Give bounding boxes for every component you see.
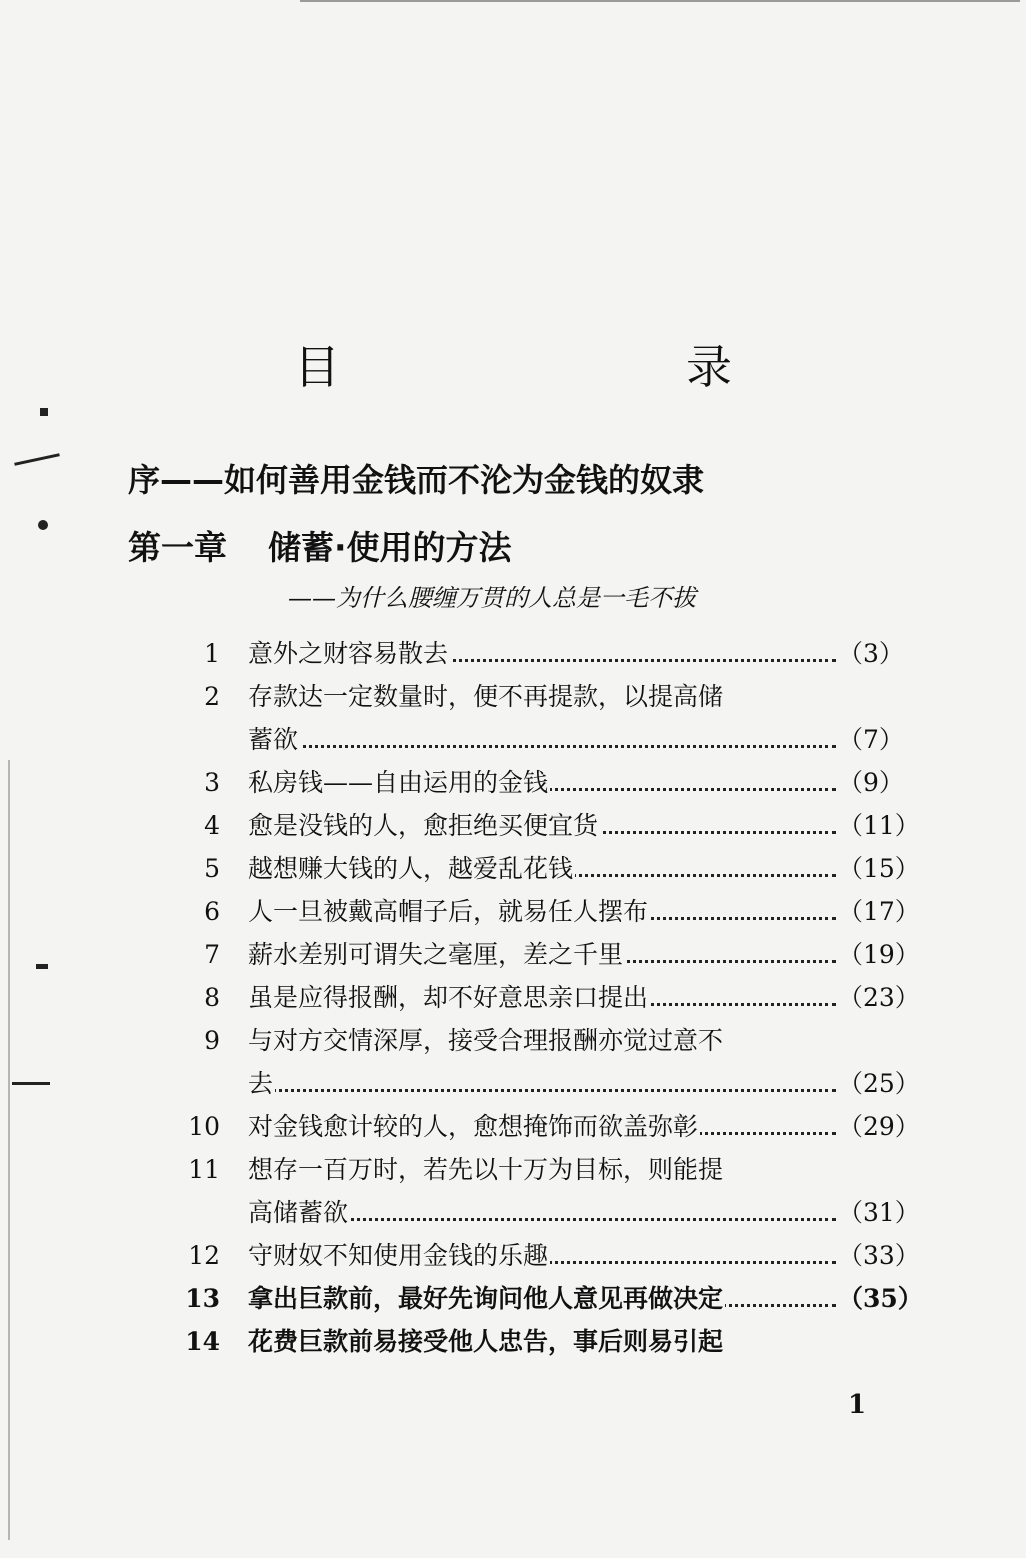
toc-entry-line <box>248 1234 920 1277</box>
toc-entry <box>180 1019 920 1105</box>
chapter-label: 第一章 <box>128 528 227 567</box>
toc-entry-number: 10 <box>188 1112 220 1141</box>
toc-entry-page: （11） <box>838 804 920 847</box>
toc-entry-page: （7） <box>838 718 920 761</box>
scan-edge-left <box>8 760 10 1540</box>
toc-entry-number: 11 <box>188 1155 220 1184</box>
toc-entry-number: 8 <box>204 983 220 1012</box>
chapter-title: 储蓄·使用的方法 <box>268 528 512 567</box>
toc-entry-page: （29） <box>838 1105 920 1148</box>
toc-entry-number: 2 <box>204 682 220 711</box>
scan-edge-top <box>300 0 1020 2</box>
margin-speck <box>40 408 48 416</box>
toc-entry <box>180 761 920 804</box>
toc-entry-number: 6 <box>204 897 220 926</box>
margin-speck <box>14 453 60 465</box>
toc-entry <box>180 632 920 675</box>
toc-entry-number: 14 <box>185 1327 220 1356</box>
toc-entry <box>180 1234 920 1277</box>
toc-entry-text: 虽是应得报酬，却不好意思亲口提出 <box>248 983 649 1012</box>
toc-entry-text: 去 <box>248 1069 274 1098</box>
preface-heading: 序——如何善用金钱而不沦为金钱的奴隶 <box>128 461 705 499</box>
toc-entry-number: 7 <box>204 940 220 969</box>
page-title: 目 录 <box>294 339 882 394</box>
margin-speck <box>38 520 48 530</box>
page-number: 1 <box>848 1390 867 1420</box>
toc-entry-text: 想存一百万时，若先以十万为目标，则能提 <box>248 1155 724 1184</box>
toc-entry-line <box>248 1019 920 1062</box>
toc-entry <box>180 1277 923 1320</box>
toc-entry-line <box>248 632 920 675</box>
chapter-subtitle: ——为什么腰缠万贯的人总是一毛不拔 <box>288 584 696 612</box>
toc-entry-line <box>248 1277 923 1320</box>
toc-entry-line <box>248 1148 920 1191</box>
toc-entry-number: 4 <box>204 811 220 840</box>
toc-entry <box>180 976 920 1019</box>
margin-speck <box>12 1082 50 1085</box>
toc-entry-text: 对金钱愈计较的人，愈想掩饰而欲盖弥彰 <box>248 1112 699 1141</box>
toc-entry-page: （15） <box>838 847 920 890</box>
toc-entry-number: 1 <box>204 639 220 668</box>
toc-entry-line <box>248 1320 920 1363</box>
toc-entry-line <box>248 675 920 718</box>
toc-entry-number: 5 <box>204 854 220 883</box>
toc-entry <box>180 933 920 976</box>
toc-entry-page: （17） <box>838 890 920 933</box>
toc-entry <box>180 675 920 761</box>
toc-entry-text: 高储蓄欲 <box>248 1198 349 1227</box>
toc-entry-page: （35） <box>838 1277 920 1320</box>
toc-entry <box>180 1105 920 1148</box>
toc-entry <box>180 847 920 890</box>
toc-entry-text: 薪水差别可谓失之毫厘，差之千里 <box>248 940 624 969</box>
toc-entry-page: （23） <box>838 976 920 1019</box>
toc-entry-text: 守财奴不知使用金钱的乐趣 <box>248 1241 549 1270</box>
toc-entry-text: 与对方交情深厚，接受合理报酬亦觉过意不 <box>248 1026 724 1055</box>
toc-entry-text: 意外之财容易散去 <box>248 639 449 668</box>
toc-entry <box>180 1320 920 1363</box>
toc-entry-page: （19） <box>838 933 920 976</box>
toc-entry-line <box>248 890 920 933</box>
toc-entry-number: 9 <box>204 1026 220 1055</box>
toc-entry-line <box>248 804 920 847</box>
toc-list <box>180 632 923 1363</box>
toc-entry-line <box>248 933 920 976</box>
toc-entry-number: 12 <box>188 1241 220 1270</box>
toc-entry-number: 13 <box>185 1284 220 1313</box>
toc-entry-text: 存款达一定数量时，便不再提款，以提高储 <box>248 682 724 711</box>
toc-entry-text: 拿出巨款前，最好先询问他人意见再做决定 <box>248 1284 724 1313</box>
toc-entry-text: 花费巨款前易接受他人忠告，事后则易引起 <box>248 1327 724 1356</box>
toc-entry-number: 3 <box>204 768 220 797</box>
chapter-heading <box>128 522 512 569</box>
toc-entry-line <box>248 1062 920 1105</box>
toc-entry-text: 私房钱——自由运用的金钱 <box>248 768 549 797</box>
toc-entry <box>180 1148 920 1234</box>
margin-speck <box>36 964 48 969</box>
toc-entry-page: （3） <box>838 632 920 675</box>
toc-entry-page: （9） <box>838 761 920 804</box>
toc-entry-page: （25） <box>838 1062 920 1105</box>
toc-entry-text: 蓄欲 <box>248 725 299 754</box>
toc-entry-line <box>248 1105 920 1148</box>
toc-entry-line <box>248 976 920 1019</box>
toc-entry <box>180 804 920 847</box>
toc-entry-page: （31） <box>838 1191 920 1234</box>
toc-entry <box>180 890 920 933</box>
toc-entry-text: 愈是没钱的人，愈拒绝买便宜货 <box>248 811 599 840</box>
toc-entry-text: 人一旦被戴高帽子后，就易任人摆布 <box>248 897 649 926</box>
toc-entry-line <box>248 1191 920 1234</box>
toc-entry-page: （33） <box>838 1234 920 1277</box>
toc-entry-text: 越想赚大钱的人，越爱乱花钱 <box>248 854 574 883</box>
toc-entry-line <box>248 761 920 804</box>
toc-entry-line <box>248 718 920 761</box>
toc-entry-line <box>248 847 920 890</box>
